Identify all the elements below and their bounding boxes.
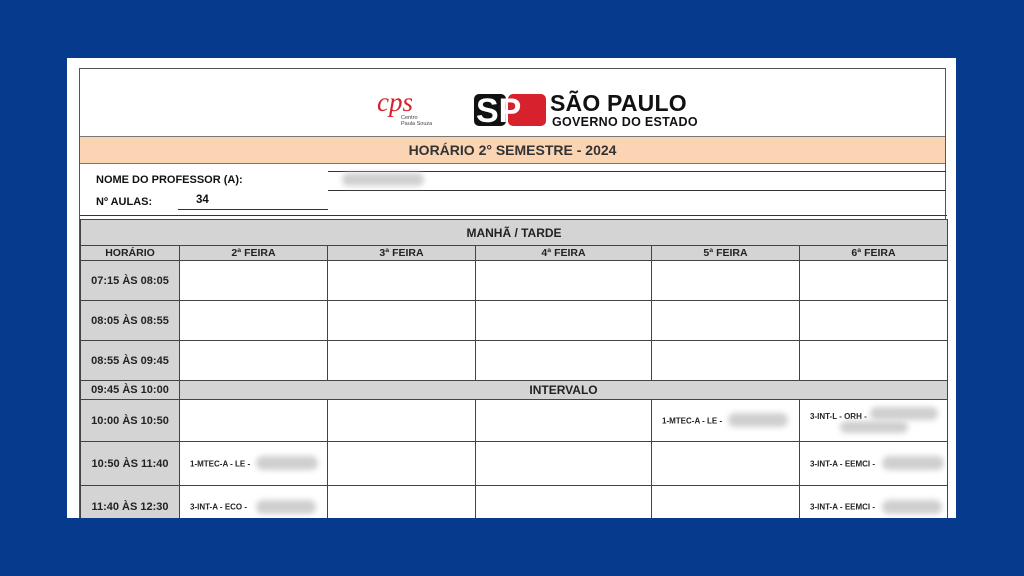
cps-logo-text: cps (377, 87, 413, 117)
table-row (81, 400, 948, 442)
schedule-cell (800, 442, 948, 485)
schedule-cell (180, 301, 328, 341)
schedule-document (79, 68, 946, 518)
class-entry: 1-MTEC-A - LE - (190, 459, 251, 469)
schedule-cell (180, 442, 328, 485)
schedule-cell (476, 442, 652, 485)
aulas-underline (178, 209, 328, 210)
schedule-cell (476, 261, 652, 301)
time-slot: 09:45 ÀS 10:00 (81, 381, 180, 400)
schedule-cell (800, 341, 948, 381)
schedule-cell (476, 301, 652, 341)
schedule-cell (652, 261, 800, 301)
time-slot: 10:50 ÀS 11:40 (81, 442, 180, 485)
sp-logo-text: SP (476, 92, 522, 129)
professor-name-line (328, 190, 946, 191)
time-slot: 11:40 ÀS 12:30 (81, 485, 180, 518)
schedule-cell (328, 261, 476, 301)
info-separator (80, 215, 947, 216)
schedule-cell (800, 261, 948, 301)
schedule-cell (476, 485, 652, 518)
day-header: 6ª FEIRA (800, 246, 948, 261)
redacted-teacher (256, 456, 318, 470)
class-entry: 3-INT-A - ECO - (190, 502, 248, 512)
redacted-teacher (728, 413, 788, 427)
schedule-cell (476, 400, 652, 442)
table-row (81, 485, 948, 518)
logo-header (80, 69, 945, 137)
redacted-teacher (882, 456, 944, 470)
table-row (81, 261, 948, 301)
aulas-label: Nº AULAS: (96, 196, 153, 208)
cps-logo (375, 87, 437, 127)
class-entry: 3-INT-A - EEMCI - (810, 459, 876, 469)
schedule-cell (180, 400, 328, 442)
schedule-cell (800, 485, 948, 518)
time-slot: 07:15 ÀS 08:05 (81, 261, 180, 301)
day-header: 3ª FEIRA (328, 246, 476, 261)
schedule-cell (328, 301, 476, 341)
time-header: HORÁRIO (81, 246, 180, 261)
schedule-cell (180, 485, 328, 518)
schedule-cell (652, 442, 800, 485)
day-header: 4ª FEIRA (476, 246, 652, 261)
sp-name: SÃO PAULO (550, 90, 687, 116)
redacted-teacher (882, 500, 942, 514)
time-slot: 08:05 ÀS 08:55 (81, 301, 180, 341)
schedule-cell (328, 341, 476, 381)
interval-row (81, 381, 948, 400)
schedule-cell (180, 341, 328, 381)
schedule-cell (652, 301, 800, 341)
schedule-cell (652, 485, 800, 518)
day-header: 2ª FEIRA (180, 246, 328, 261)
document-sheet (67, 58, 956, 518)
cps-logo-sub-2: Paula Souza (401, 121, 433, 127)
professor-label: NOME DO PROFESSOR (A): (96, 174, 243, 186)
schedule-title: HORÁRIO 2° SEMESTRE - 2024 (80, 136, 945, 164)
aulas-value: 34 (196, 194, 209, 206)
class-entry: 1-MTEC-A - LE - (662, 416, 723, 426)
redacted-teacher (840, 421, 908, 433)
schedule-cell (476, 341, 652, 381)
schedule-cell (800, 301, 948, 341)
divider-line (328, 171, 946, 172)
interval-label: INTERVALO (180, 381, 948, 400)
sp-state-logo (472, 91, 552, 129)
time-slot: 10:00 ÀS 10:50 (81, 400, 180, 442)
redacted-teacher (870, 407, 938, 420)
period-band: MANHÃ / TARDE (81, 220, 948, 246)
day-header: 5ª FEIRA (652, 246, 800, 261)
sp-subtitle: GOVERNO DO ESTADO (552, 115, 698, 129)
schedule-cell (652, 341, 800, 381)
table-row (81, 341, 948, 381)
schedule-cell (328, 485, 476, 518)
schedule-cell (328, 400, 476, 442)
table-row (81, 301, 948, 341)
class-entry: 3-INT-L - ORH - (810, 412, 867, 422)
schedule-cell (652, 400, 800, 442)
cps-logo-sub-1: Centro (401, 115, 418, 121)
schedule-cell (180, 261, 328, 301)
redacted-professor-name (342, 173, 424, 186)
schedule-table (80, 219, 948, 518)
redacted-teacher (256, 500, 316, 514)
table-row (81, 442, 948, 485)
class-entry: 3-INT-A - EEMCI - (810, 502, 876, 512)
time-slot: 08:55 ÀS 09:45 (81, 341, 180, 381)
schedule-cell (800, 400, 948, 442)
schedule-cell (328, 442, 476, 485)
